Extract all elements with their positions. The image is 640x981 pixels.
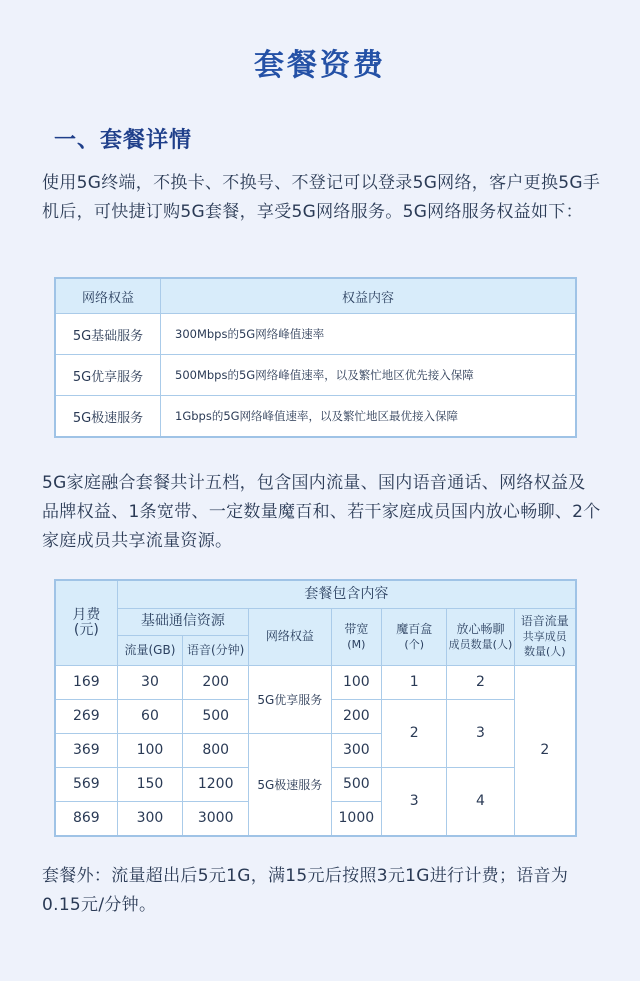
table-header-content: 权益内容 bbox=[161, 278, 577, 314]
voice-cell: 500 bbox=[183, 699, 249, 733]
box-header-label: 魔百盒 bbox=[396, 621, 433, 636]
page-title: 套餐资费 bbox=[254, 48, 386, 83]
fee-cell: 169 bbox=[55, 665, 117, 699]
bandwidth-cell: 100 bbox=[331, 665, 382, 699]
family-package-paragraph: 5G家庭融合套餐共计五档，包含国内流量、国内语音通话、网络权益及品牌权益、1条宽带、一定数量魔百和、若干家庭成员国内放心畅聊、2个家庭成员共享流量资源。 bbox=[42, 473, 601, 551]
fee-cell: 269 bbox=[55, 699, 117, 733]
fee-header-unit: (元) bbox=[73, 621, 99, 638]
benefit-name: 5G极速服务 bbox=[55, 396, 161, 438]
share-header-line1: 语音流量 bbox=[520, 614, 569, 628]
fee-header-label: 月费 bbox=[72, 606, 101, 623]
box-cell: 2 bbox=[382, 699, 447, 767]
benefit-content: 500Mbps的5G网络峰值速率，以及繁忙地区优先接入保障 bbox=[161, 355, 577, 396]
chat-header-line2: 成员数量(人) bbox=[448, 637, 513, 651]
network-benefit-cell: 5G极速服务 bbox=[249, 733, 331, 836]
share-header-line3: 数量(人) bbox=[523, 645, 566, 658]
voice-header: 语音(分钟) bbox=[183, 635, 249, 665]
table-row bbox=[55, 396, 576, 438]
data-cell: 150 bbox=[117, 767, 183, 801]
data-cell: 100 bbox=[117, 733, 183, 767]
chat-members-header bbox=[447, 608, 514, 665]
intro-paragraph: 使用5G终端，不换卡、不换号、不登记可以登录5G网络，客户更换5G手机后，可快捷订购5G套餐，享受5G网络服务。5G网络服务权益如下： bbox=[42, 173, 601, 222]
overage-paragraph: 套餐外：流量超出后5元1G，满15元后按照3元1G进行计费；语音为0.15元/分钟。 bbox=[42, 866, 569, 915]
table-row bbox=[55, 665, 576, 699]
chat-cell: 2 bbox=[447, 665, 514, 699]
fee-cell: 869 bbox=[55, 801, 117, 836]
bandwidth-cell: 300 bbox=[331, 733, 382, 767]
network-benefit-cell: 5G优享服务 bbox=[249, 665, 331, 733]
data-cell: 300 bbox=[117, 801, 183, 836]
share-members-cell: 2 bbox=[514, 665, 576, 836]
bandwidth-header-unit: (M) bbox=[347, 637, 366, 651]
share-members-header bbox=[514, 608, 576, 665]
section-heading: 一、套餐详情 bbox=[54, 128, 193, 153]
basic-resources-header: 基础通信资源 bbox=[117, 608, 248, 635]
network-benefit-header: 网络权益 bbox=[249, 608, 331, 665]
voice-cell: 200 bbox=[183, 665, 249, 699]
chat-cell: 4 bbox=[447, 767, 514, 836]
fee-cell: 369 bbox=[55, 733, 117, 767]
bandwidth-cell: 500 bbox=[331, 767, 382, 801]
benefit-name: 5G基础服务 bbox=[55, 314, 161, 355]
bandwidth-cell: 200 bbox=[331, 699, 382, 733]
package-content-header: 套餐包含内容 bbox=[117, 580, 576, 608]
data-cell: 30 bbox=[117, 665, 183, 699]
data-cell: 60 bbox=[117, 699, 183, 733]
box-header bbox=[382, 608, 447, 665]
fee-header bbox=[55, 580, 117, 665]
table-header-benefit: 网络权益 bbox=[55, 278, 161, 314]
box-header-unit: (个) bbox=[404, 637, 425, 651]
package-pricing-table bbox=[54, 579, 577, 837]
table-row bbox=[55, 355, 576, 396]
data-header: 流量(GB) bbox=[117, 635, 183, 665]
fee-cell: 569 bbox=[55, 767, 117, 801]
share-header-line2: 共享成员 bbox=[522, 630, 567, 643]
table-row bbox=[55, 314, 576, 355]
benefit-name: 5G优享服务 bbox=[55, 355, 161, 396]
box-cell: 3 bbox=[382, 767, 447, 836]
network-benefits-table bbox=[54, 277, 577, 438]
bandwidth-cell: 1000 bbox=[331, 801, 382, 836]
chat-header-line1: 放心畅聊 bbox=[456, 621, 505, 636]
chat-cell: 3 bbox=[447, 699, 514, 767]
bandwidth-header bbox=[331, 608, 382, 665]
benefit-content: 1Gbps的5G网络峰值速率，以及繁忙地区最优接入保障 bbox=[161, 396, 577, 438]
voice-cell: 1200 bbox=[183, 767, 249, 801]
box-cell: 1 bbox=[382, 665, 447, 699]
benefit-content: 300Mbps的5G网络峰值速率 bbox=[161, 314, 577, 355]
bandwidth-header-label: 带宽 bbox=[344, 621, 369, 636]
voice-cell: 3000 bbox=[183, 801, 249, 836]
voice-cell: 800 bbox=[183, 733, 249, 767]
